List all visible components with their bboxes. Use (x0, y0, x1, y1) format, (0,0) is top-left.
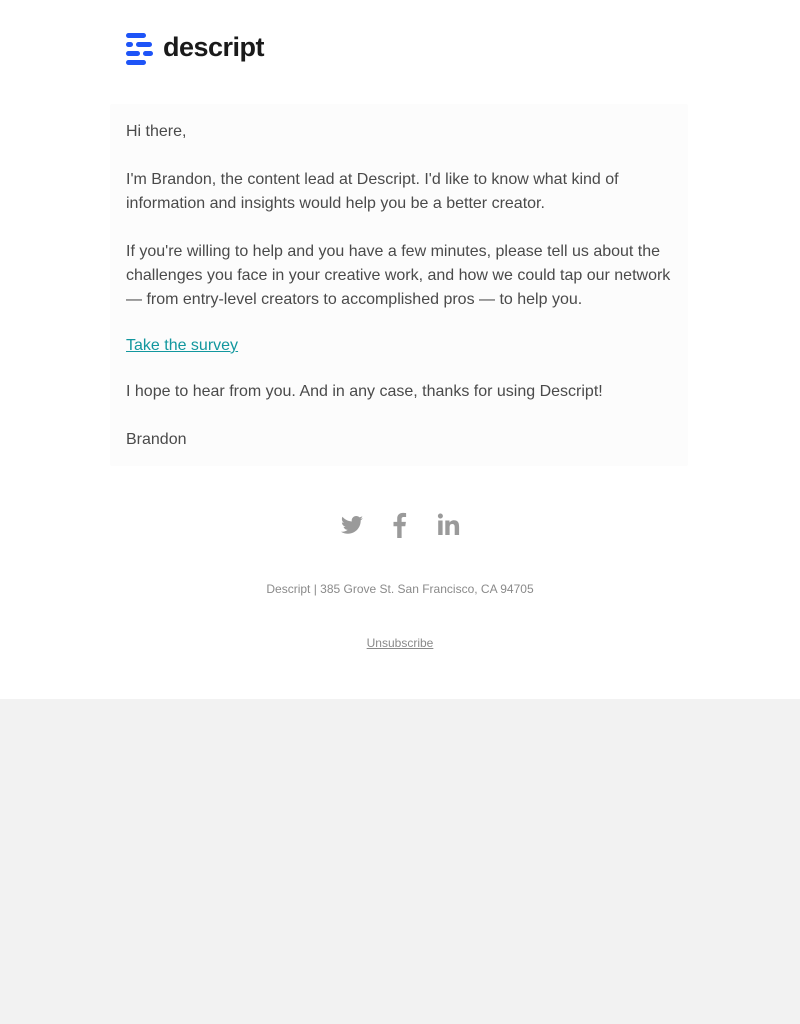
twitter-link[interactable] (340, 511, 364, 539)
take-survey-link[interactable]: Take the survey (126, 337, 239, 354)
greeting: Hi there, (126, 123, 187, 140)
linkedin-link[interactable] (436, 511, 460, 539)
descript-logo[interactable] (126, 32, 264, 66)
unsubscribe-link[interactable]: Unsubscribe (366, 636, 434, 650)
signature: Brandon (126, 431, 187, 448)
paragraph-request: If you're willing to help and you have a few minutes, please tell us about the challenges you face in your creative work, and how we could tap our network — from entry-level creators to accomplished pros — to help you. (126, 243, 671, 308)
unsubscribe-row (0, 634, 800, 652)
social-links (0, 511, 800, 539)
descript-logo-icon (126, 33, 154, 65)
company-address: Descript | 385 Grove St. San Francisco, CA 94705 (266, 582, 534, 596)
paragraph-closing: I hope to hear from you. And in any case, thanks for using Descript! (126, 383, 603, 400)
facebook-icon (388, 511, 412, 539)
message-card (110, 104, 688, 466)
facebook-link[interactable] (388, 511, 412, 539)
logo-wordmark: descript (163, 32, 265, 62)
twitter-icon (340, 511, 364, 539)
linkedin-icon (436, 511, 460, 539)
paragraph-intro: I'm Brandon, the content lead at Descript. I'd like to know what kind of information and insights would help you be a better creator. (126, 171, 619, 212)
